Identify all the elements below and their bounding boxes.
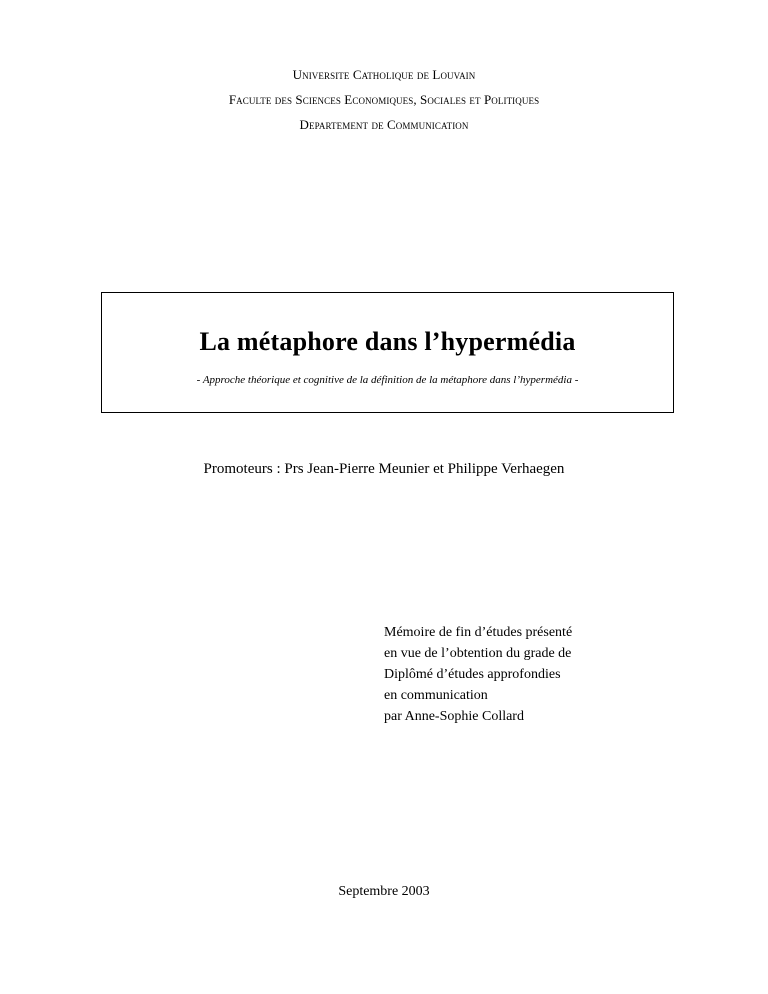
faculty-name: Faculte des Sciences Economiques, Sociales et Politiques — [228, 92, 540, 107]
memoire-block — [384, 622, 572, 727]
memoire-line: Diplômé d’études approfondies — [384, 667, 561, 682]
university-name: Universite Catholique de Louvain — [292, 67, 476, 82]
document-title: La métaphore dans l’hypermédia — [199, 327, 576, 356]
promoteurs-line: Promoteurs : Prs Jean-Pierre Meunier et Philippe Verhaegen — [203, 461, 565, 477]
title-box — [101, 292, 674, 413]
memoire-line: Mémoire de fin d’études présenté — [384, 625, 573, 640]
submission-date: Septembre 2003 — [338, 884, 430, 899]
department-name: Departement de Communication — [299, 117, 469, 132]
memoire-line: en vue de l’obtention du grade de — [384, 646, 572, 661]
memoire-line: par Anne-Sophie Collard — [384, 709, 524, 724]
memoire-line: en communication — [384, 688, 488, 703]
institution-header — [0, 62, 768, 137]
document-subtitle: - Approche théorique et cognitive de la définition de la métaphore dans l’hypermédia - — [196, 374, 579, 386]
